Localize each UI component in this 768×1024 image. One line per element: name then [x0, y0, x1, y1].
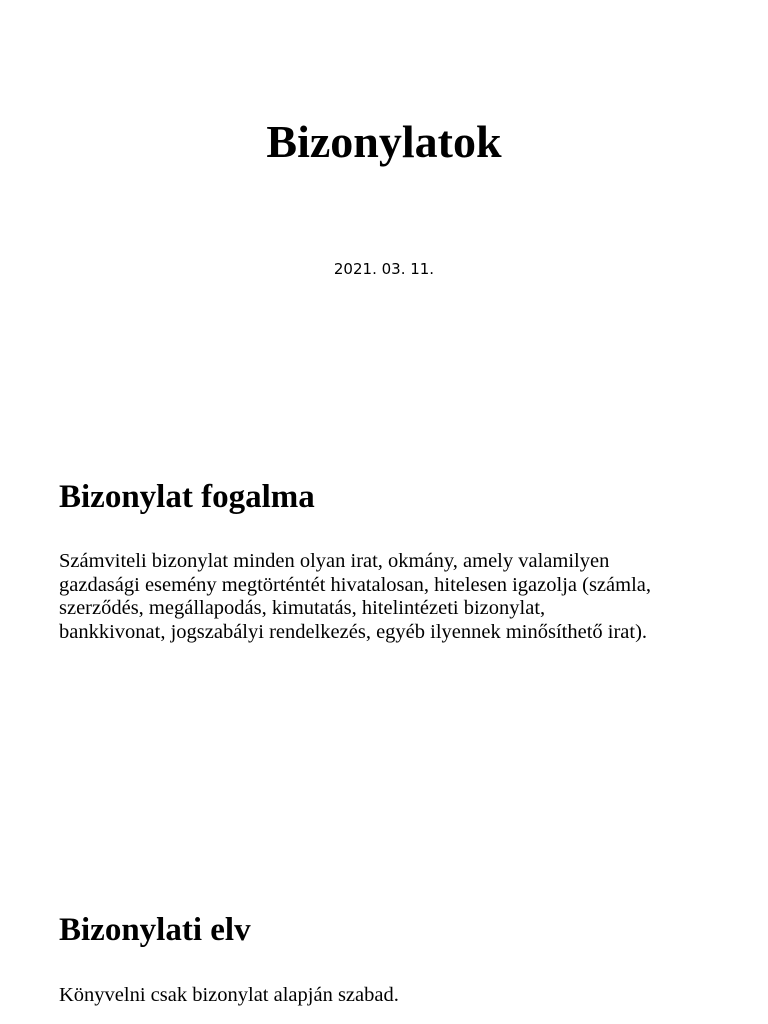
paragraph-line: gazdasági esemény megtörténtét hivatalosan, hitelesen igazolja (számla,: [59, 573, 651, 596]
document-date: 2021. 03. 11.: [333, 260, 435, 278]
paragraph-line: Könyvelni csak bizonylat alapján szabad.: [59, 984, 399, 1006]
paragraph-line: bankkivonat, jogszabályi rendelkezés, egyéb ilyennek minősíthető irat).: [59, 620, 648, 643]
page-title: Bizonylatok: [266, 116, 502, 167]
paragraph-line: Számviteli bizonylat minden olyan irat, okmány, amely valamilyen: [59, 550, 610, 572]
section-paragraph-principle: [59, 984, 719, 1008]
section-paragraph-definition: [59, 550, 719, 644]
section-heading-bizonylati-elv: Bizonylati elv: [59, 912, 251, 948]
section-heading-bizonylat-fogalma: Bizonylat fogalma: [59, 479, 315, 515]
paragraph-line: szerződés, megállapodás, kimutatás, hitelintézeti bizonylat,: [59, 597, 546, 619]
